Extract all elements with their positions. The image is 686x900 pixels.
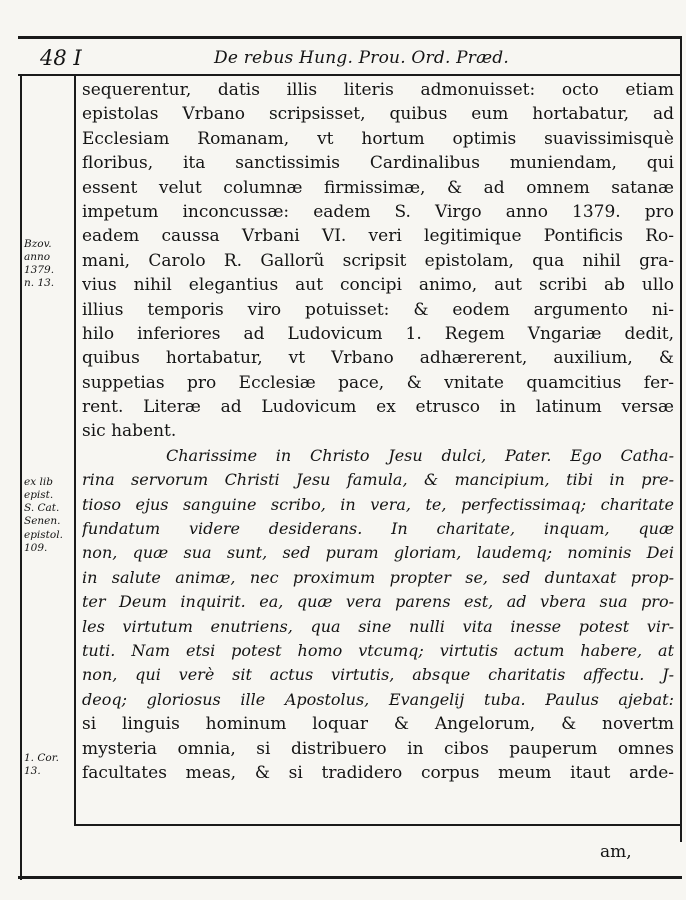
margin-note: ex lib epist. S. Cat. Senen. epistol. 109. bbox=[24, 476, 63, 554]
body-line: rent. Literæ ad Ludovicum ex etrusco in latinum versæ bbox=[82, 397, 674, 418]
letter-line: deoq; gloriosus ille Apostolus, Evangelij tuba. Paulus ajebat: bbox=[82, 689, 674, 709]
margin-note: Bzov. anno 1379. n. 13. bbox=[24, 238, 55, 290]
body-line: epistolas Vrbano scripsisset, quibus eum hortabatur, ad bbox=[82, 104, 674, 125]
letter-line: ter Deum inquirit. ea, quæ vera parens est, ad vbera sua pro- bbox=[82, 592, 674, 612]
main-text bbox=[82, 78, 674, 823]
page-bottom-rule bbox=[18, 876, 682, 879]
body-line: illius temporis viro potuisset: & eodem argumento ni- bbox=[82, 299, 674, 320]
letter-line: les virtutum enutriens, qua sine nulli vita inesse potest vir- bbox=[82, 616, 674, 636]
letter-line: fundatum videre desiderans. In charitate, inquam, quæ bbox=[82, 519, 674, 539]
letter-line: Charissime in Christo Jesu dulci, Pater. Ego Catha- bbox=[166, 445, 674, 465]
body-line: facultates meas, & si tradidero corpus meum itaut arde- bbox=[82, 762, 674, 783]
letter-line: tuti. Nam etsi potest homo vtcumq; virtutis actum habere, at bbox=[82, 640, 674, 660]
letter-line: rina servorum Christi Jesu famula, & mancipium, tibi in pre- bbox=[82, 470, 674, 490]
left-border-rule bbox=[20, 74, 22, 880]
body-line: vius nihil elegantius aut concipi animo, aut scribi ab ullo bbox=[82, 275, 674, 296]
header-rule bbox=[18, 74, 682, 76]
body-line: suppetias pro Ecclesiæ pace, & vnitate quamcitius fer- bbox=[82, 372, 674, 393]
body-line: mysteria omnia, si distribuero in cibos pauperum omnes bbox=[82, 738, 674, 759]
letter-line: non, qui verè sit actus virtutis, absque charitatis affectu. J- bbox=[82, 665, 674, 685]
top-rule bbox=[18, 36, 682, 39]
body-line: eadem caussa Vrbani VI. veri legitimique Pontificis Ro- bbox=[82, 226, 674, 247]
body-line: si linguis hominum loquar & Angelorum, & novertm bbox=[82, 714, 674, 735]
body-line: floribus, ita sanctissimis Cardinalibus muniendam, qui bbox=[82, 153, 674, 174]
body-line: mani, Carolo R. Gallorũ scripsit epistolam, qua nihil gra- bbox=[82, 250, 674, 271]
body-line: Ecclesiam Romanam, vt hortum optimis suavissimisquè bbox=[82, 128, 674, 149]
margin-note: 1. Cor. 13. bbox=[24, 752, 59, 778]
body-line: sic habent. bbox=[82, 421, 177, 442]
body-line: sequerentur, datis illis literis admonuisset: octo etiam bbox=[82, 80, 674, 100]
body-line: essent velut columnæ firmissimæ, & ad omnem satanæ bbox=[82, 177, 674, 198]
margin-notes bbox=[24, 78, 74, 818]
letter-line: tioso ejus sanguine scribo, in vera, te, perfectissimaq; charitate bbox=[82, 494, 674, 514]
margin-divider-rule bbox=[74, 74, 76, 824]
page-header bbox=[18, 40, 682, 74]
catchword: am, bbox=[600, 842, 632, 862]
bottom-rule bbox=[74, 824, 682, 826]
body-line: quibus hortabatur, vt Vrbano adhærerent, auxilium, & bbox=[82, 348, 674, 369]
body-line: impetum inconcussæ: eadem S. Virgo anno 1379. pro bbox=[82, 201, 674, 222]
right-border-rule bbox=[680, 36, 682, 842]
letter-line: non, quæ sua sunt, sed puram gloriam, laudemq; nominis Dei bbox=[82, 543, 674, 563]
body-line: hilo inferiores ad Ludovicum 1. Regem Vngariæ dedit, bbox=[82, 323, 674, 344]
page-number: 48 I bbox=[40, 46, 82, 70]
letter-line: in salute animæ, nec proximum propter se, sed duntaxat prop- bbox=[82, 567, 674, 587]
running-title: De rebus Hung. Prou. Ord. Præd. bbox=[214, 48, 509, 68]
